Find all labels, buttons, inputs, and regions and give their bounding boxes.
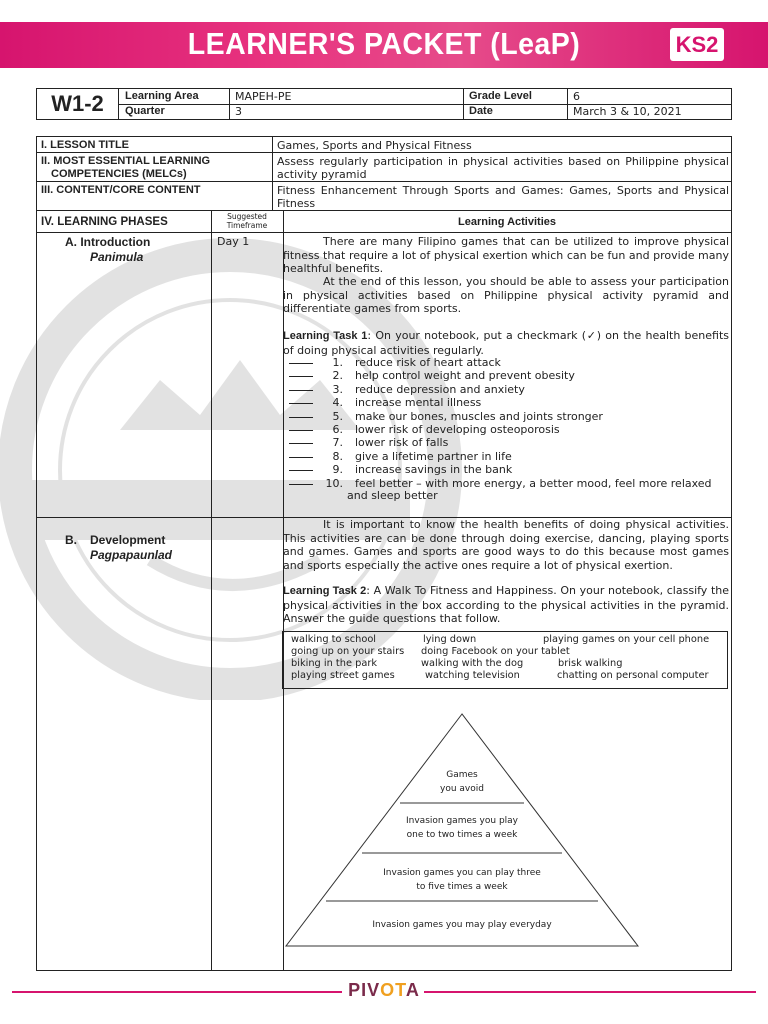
lesson-title-label: I. LESSON TITLE bbox=[37, 137, 273, 152]
item-text: increase mental illness bbox=[355, 396, 482, 410]
answer-blank bbox=[289, 417, 313, 418]
footer-line bbox=[12, 991, 342, 993]
item-number: 9. bbox=[332, 463, 343, 477]
item-text: increase savings in the bank bbox=[355, 463, 513, 477]
answer-blank bbox=[289, 403, 313, 404]
melc-label: II. MOST ESSENTIAL LEARNING COMPETENCIES (MELCs) bbox=[37, 153, 273, 181]
item-text: help control weight and prevent obesity bbox=[355, 369, 575, 383]
task1-item bbox=[289, 477, 712, 490]
item-text: lower risk of developing osteoporosis bbox=[355, 423, 560, 436]
item-number: 8. bbox=[332, 449, 343, 463]
task1-item bbox=[289, 436, 448, 449]
answer-blank bbox=[289, 390, 313, 391]
activity-item: playing games on your cell phone bbox=[543, 634, 710, 645]
task1-item bbox=[289, 356, 501, 369]
pyramid-level-1: Games you avoid bbox=[440, 770, 484, 794]
task1-item bbox=[289, 369, 575, 382]
pyramid-level-2: Invasion games you play one to two times a week bbox=[406, 816, 518, 840]
week-label: W1-2 bbox=[37, 89, 119, 119]
item-text: lower risk of falls bbox=[355, 436, 449, 450]
melc-value: Assess regularly participation in physical activities based on Philippine physical activity pyramid bbox=[277, 155, 729, 181]
task1-item bbox=[289, 383, 525, 396]
activity-item: going up on your stairs bbox=[291, 646, 405, 657]
dev-paragraph-1: It is important to know the health benefits of doing physical activities. This activities are can be done through doing exercise, dancing, playing sports and games. Games and sports are good ways to do this because most games and sports especially the active ones require a lot of physical exertion. bbox=[283, 518, 729, 572]
activity-item: lying down bbox=[423, 634, 477, 645]
quarter-label: Quarter bbox=[125, 105, 165, 117]
intro-paragraph-2: At the end of this lesson, you should be able to assess your participation in physical activities based on Philippine physical activity pyramid and differentiate games from sports. bbox=[283, 275, 729, 315]
ks2-badge: KS2 bbox=[670, 28, 724, 61]
pyramid-level-4: Invasion games you may play everyday bbox=[372, 920, 552, 930]
item-number: 5. bbox=[332, 409, 343, 423]
activity-item: watching television bbox=[425, 670, 520, 681]
item-text: reduce risk of heart attack bbox=[355, 356, 501, 369]
task1-item bbox=[289, 450, 512, 463]
activities-header: Learning Activities bbox=[457, 216, 556, 228]
item-number: 10. bbox=[325, 476, 343, 490]
learning-area-value: MAPEH-PE bbox=[235, 90, 292, 103]
info-table bbox=[36, 88, 732, 120]
grade-level-label: Grade Level bbox=[469, 90, 532, 102]
dev-label-2: Development bbox=[90, 533, 166, 547]
activity-item: biking in the park bbox=[291, 658, 378, 669]
footer-line bbox=[424, 991, 756, 993]
content-value: Fitness Enhancement Through Sports and Games: Games, Sports and Physical Fitness bbox=[277, 184, 729, 210]
item-number: 7. bbox=[332, 436, 343, 450]
timeframe-header: Suggested Timeframe bbox=[226, 212, 268, 230]
intro-label: A. Introduction bbox=[65, 235, 151, 249]
intro-paragraph-1: There are many Filipino games that can be utilized to improve physical fitness that require a lot of physical exertion which can be fun and provide many healthful benefits. bbox=[283, 235, 729, 275]
answer-blank bbox=[289, 376, 313, 377]
intro-sub: Panimula bbox=[90, 250, 144, 264]
learning-area-label: Learning Area bbox=[125, 90, 199, 102]
activity-box bbox=[282, 631, 728, 689]
answer-blank bbox=[289, 470, 313, 471]
task1-instructions: Learning Task 1: On your notebook, put a checkmark (✓) on the health benefits of doing physical activities regularly. bbox=[283, 329, 729, 357]
answer-blank bbox=[289, 457, 313, 458]
activity-item: walking with the dog bbox=[421, 658, 524, 669]
activity-item: walking to school bbox=[291, 634, 377, 645]
date-value: March 3 & 10, 2021 bbox=[573, 105, 682, 118]
task1-item bbox=[289, 410, 603, 423]
task1-item bbox=[289, 396, 481, 409]
item-number: 6. bbox=[332, 423, 343, 436]
dev-label: B. bbox=[65, 533, 77, 547]
page-title: LEARNER'S PACKET (LeaP) bbox=[187, 26, 581, 61]
answer-blank bbox=[289, 430, 313, 431]
item-number: 1. bbox=[332, 356, 343, 369]
item-text: give a lifetime partner in life bbox=[355, 449, 512, 463]
item-text: make our bones, muscles and joints stronger bbox=[355, 409, 603, 423]
activity-item: doing Facebook on your tablet bbox=[421, 646, 570, 657]
activity-item: chatting on personal computer bbox=[557, 670, 709, 681]
task1-item bbox=[289, 463, 512, 476]
item-text: reduce depression and anxiety bbox=[355, 382, 525, 396]
task1-item bbox=[289, 423, 560, 436]
grade-level-value: 6 bbox=[573, 90, 580, 103]
date-label: Date bbox=[469, 105, 493, 117]
pyramid-level-3: Invasion games you can play three to five times a week bbox=[383, 868, 541, 892]
quarter-value: 3 bbox=[235, 105, 242, 118]
item-number: 3. bbox=[332, 382, 343, 396]
answer-blank bbox=[289, 484, 313, 485]
task1-item10-cont: and sleep better bbox=[347, 489, 438, 502]
activity-item: brisk walking bbox=[558, 658, 623, 669]
activity-item: playing street games bbox=[291, 670, 395, 681]
intro-day: Day 1 bbox=[217, 235, 250, 248]
phases-header: IV. LEARNING PHASES bbox=[41, 216, 168, 228]
answer-blank bbox=[289, 363, 313, 364]
item-number: 2. bbox=[332, 369, 343, 383]
task2-instructions: Learning Task 2: A Walk To Fitness and Happiness. On your notebook, classify the physical activities in the box according to the physical activities in the pyramid. Answer the guide questions that follow. bbox=[283, 584, 730, 625]
dev-sub: Pagpapaunlad bbox=[90, 548, 173, 562]
content-label: III. CONTENT/CORE CONTENT bbox=[37, 182, 273, 210]
pivot-logo: PIVOTA bbox=[348, 980, 420, 1000]
item-text: feel better – with more energy, a better mood, feel more relaxed bbox=[355, 476, 712, 490]
phases-header-row bbox=[37, 211, 731, 233]
lesson-title-value: Games, Sports and Physical Fitness bbox=[277, 139, 472, 152]
item-number: 4. bbox=[332, 396, 343, 410]
answer-blank bbox=[289, 443, 313, 444]
